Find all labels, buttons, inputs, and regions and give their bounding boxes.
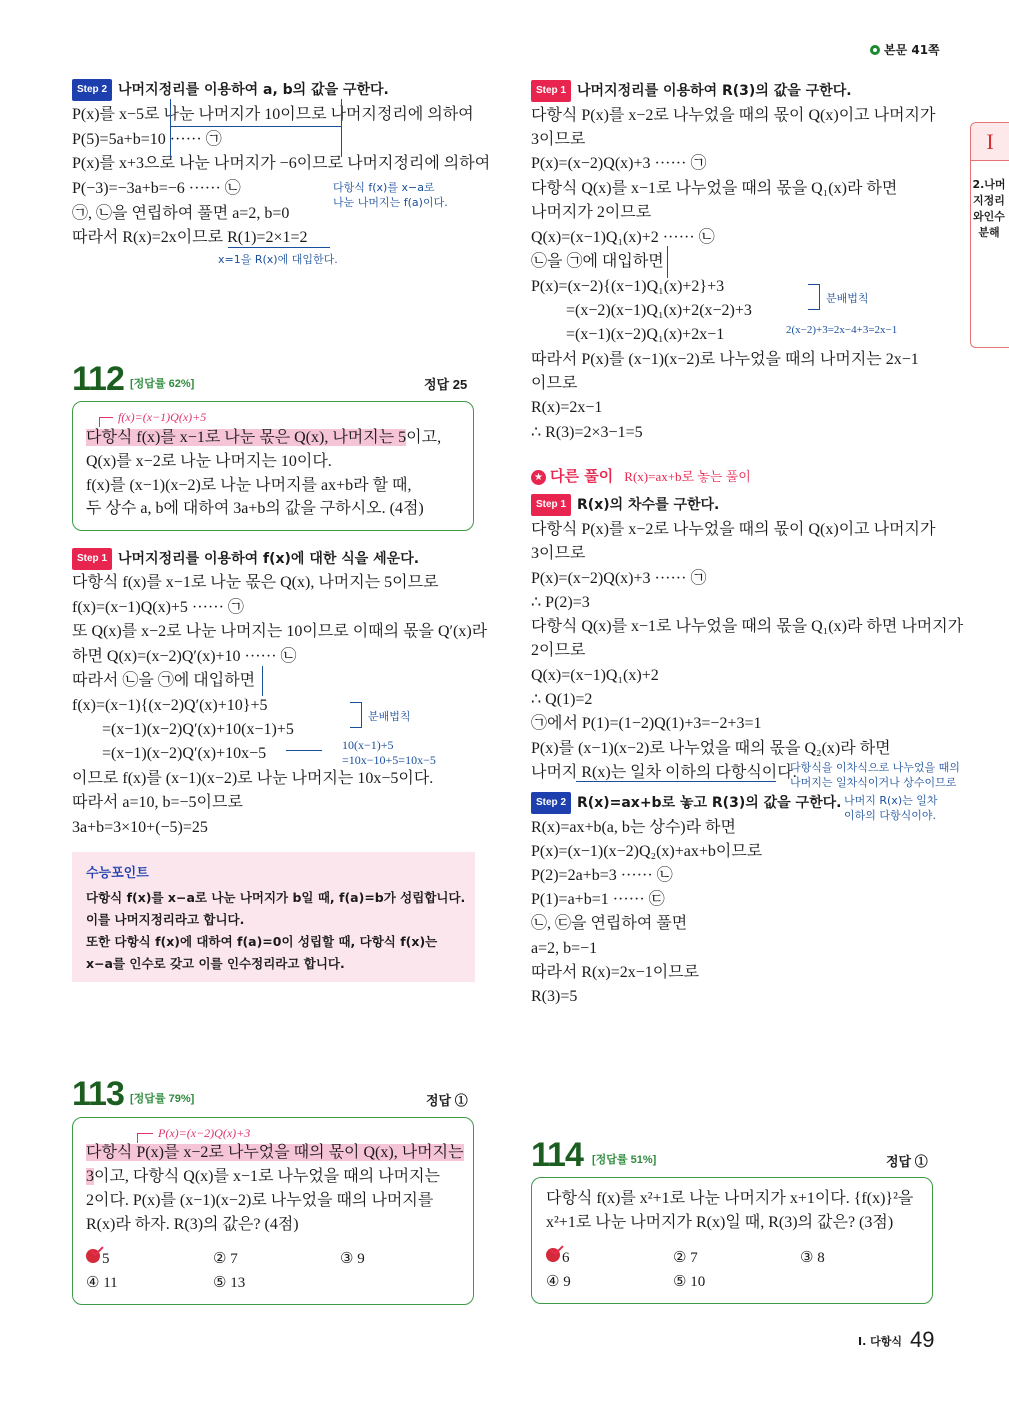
solution-line: P(2)=2a+b=3 ······ ㉡: [531, 867, 673, 884]
solution-line: 따라서 a=10, b=−5이므로: [72, 794, 243, 811]
step-title: 나머지정리를 이용하여 a, b의 값을 구한다.: [118, 82, 389, 98]
chapter-numeral: I: [971, 123, 1009, 161]
solution-line: Q(x)=(x−1)Q₁(x)+2 ······ ㉡: [531, 229, 715, 246]
tip-line: 또한 다항식 f(x)에 대하여 f(a)=0이 성립할 때, 다항식 f(x)는: [86, 934, 438, 949]
choice-5[interactable]: ⑤ 10: [673, 1274, 706, 1290]
substitute-note: x=1을 R(x)에 대입한다.: [218, 253, 338, 266]
connector-line: [170, 126, 342, 127]
degree-note: 다항식을 이차식으로 나누었을 때의 나머지는 일차식이거나 상수이므로: [790, 761, 960, 789]
question-line: 3이고, 다항식 Q(x)를 x−1로 나누었을 때의 나머지는: [86, 1168, 440, 1185]
solution-line: 나머지가 2이므로: [531, 204, 652, 221]
solution-line: =(x−1)(x−2)Q′(x)+10x−5: [102, 745, 267, 762]
solution-line: 다항식 Q(x)를 x−1로 나누었을 때의 몫을 Q₁(x)라 하면: [531, 180, 898, 197]
question-line: Q(x)를 x−2로 나눈 나머지는 10이다.: [86, 453, 332, 470]
solution-line: 다항식 Q(x)를 x−1로 나누었을 때의 몫을 Q₁(x)라 하면 나머지가: [531, 618, 964, 635]
solution-line: 2이므로: [531, 642, 586, 659]
connector-line: [262, 666, 263, 696]
page-number: 49: [910, 1327, 935, 1352]
alt-solution-heading: ★ 다른 풀이 R(x)=ax+b로 놓는 풀이: [531, 465, 751, 486]
remainder-theorem-note: 다항식 f(x)를 x−a로 나눈 나머지는 f(a)이다.: [333, 181, 448, 209]
solution-line: P(x)=(x−2)Q(x)+3 ······ ㉠: [531, 570, 707, 587]
question-line: R(x)라 하자. R(3)의 값은? (4점): [86, 1216, 299, 1233]
page-reference: 본문 41쪽: [870, 40, 940, 60]
annotation-arrow: [99, 417, 113, 427]
solution-line: R(x)=ax+b(a, b는 상수)라 하면: [531, 819, 736, 836]
question-line: 다항식 P(x)를 x−2로 나누었을 때의 몫이 Q(x), 나머지는: [86, 1144, 464, 1161]
checkmark-icon: [86, 1249, 100, 1263]
connector-line: [170, 99, 342, 157]
correct-rate: [정답률 62%]: [130, 378, 195, 390]
step-title: 나머지정리를 이용하여 R(3)의 값을 구한다.: [577, 83, 852, 99]
underline: [228, 247, 330, 248]
solution-line: 이므로: [531, 375, 578, 392]
solution-line: ㉡, ㉢을 연립하여 풀면: [531, 915, 688, 932]
question-line: x²+1로 나눈 나머지가 R(x)일 때, R(3)의 값은? (3점): [546, 1214, 894, 1231]
calc-note: 10(x−1)+5 =10x−10+5=10x−5: [342, 738, 436, 767]
section-label: 2.나머지정리와인수분해: [972, 178, 1006, 239]
step2-heading: [72, 79, 389, 101]
correct-rate: [정답률 79%]: [130, 1093, 195, 1105]
solution-line: ∴ P(2)=3: [531, 594, 590, 611]
solution-line: 다항식 f(x)를 x−1로 나눈 몫은 Q(x), 나머지는 5이므로: [72, 574, 439, 591]
star-icon: ★: [531, 470, 546, 485]
connector-line: [667, 246, 668, 278]
step-title: 나머지정리를 이용하여 f(x)에 대한 식을 세운다.: [118, 551, 420, 567]
choice-1[interactable]: 6: [546, 1248, 570, 1267]
solution-line: ㉡을 ㉠에 대입하면: [531, 253, 664, 270]
pink-annotation: f(x)=(x−1)Q(x)+5: [118, 410, 207, 424]
solution-line: Q(x)=(x−1)Q₁(x)+2: [531, 667, 659, 684]
solution-line: P(5)=5a+b=10 ······ ㉠: [72, 131, 222, 148]
green-circle-icon: [870, 45, 880, 55]
solution-line: a=2, b=−1: [531, 940, 598, 957]
step-badge: Step 1: [72, 548, 112, 570]
step-title: R(x)의 차수를 구한다.: [577, 497, 720, 513]
solution-line: P(x)=(x−2){(x−1)Q₁(x)+2}+3: [531, 278, 725, 295]
solution-line: 또 Q(x)를 x−2로 나눈 나머지는 10이므로 이때의 몫을 Q′(x)라: [72, 623, 488, 640]
problem-number: 112: [72, 360, 124, 398]
choice-5[interactable]: ⑤ 13: [213, 1275, 246, 1291]
question-line: f(x)를 (x−1)(x−2)로 나눈 나머지를 ax+b라 할 때,: [86, 477, 412, 494]
solution-line: 하면 Q(x)=(x−2)Q′(x)+10 ······ ㉡: [72, 648, 297, 665]
step2-heading: [531, 792, 841, 814]
solution-line: f(x)=(x−1){(x−2)Q′(x)+10}+5: [72, 697, 268, 714]
solution-line: ㉠에서 P(1)=(1−2)Q(1)+3=−2+3=1: [531, 715, 762, 732]
solution-line: 다항식 P(x)를 x−2로 나누었을 때의 몫이 Q(x)이고 나머지가: [531, 521, 936, 538]
choice-3[interactable]: ③ 8: [800, 1250, 825, 1266]
solution-line: f(x)=(x−1)Q(x)+5 ······ ㉠: [72, 599, 244, 616]
tip-line: x−a를 인수로 갖고 이를 인수정리라고 합니다.: [86, 956, 345, 971]
solution-line: ∴ Q(1)=2: [531, 691, 593, 708]
solution-line: 따라서 ㉡을 ㉠에 대입하면: [72, 672, 256, 689]
solution-line: ㉠, ㉡을 연립하여 풀면 a=2, b=0: [72, 205, 290, 222]
distributive-law-note: 분배법칙: [826, 292, 869, 305]
solution-line: P(x)를 x+3으로 나눈 나머지가 −6이므로 나머지정리에 의하여: [72, 155, 491, 172]
step1-heading: [72, 548, 419, 570]
question-line: 다항식 f(x)를 x−1로 나눈 몫은 Q(x), 나머지는 5이고,: [86, 429, 442, 446]
step-title: R(x)=ax+b로 놓고 R(3)의 값을 구한다.: [577, 795, 842, 811]
choice-3[interactable]: ③ 9: [340, 1251, 365, 1267]
solution-line: 3이므로: [531, 545, 586, 562]
solution-line: 따라서 P(x)를 (x−1)(x−2)로 나누었을 때의 나머지는 2x−1: [531, 351, 919, 368]
solution-line: ∴ R(3)=2×3−1=5: [531, 424, 643, 441]
correct-rate: [정답률 51%]: [592, 1154, 657, 1166]
solution-line: 나머지 R(x)는 일차 이하의 다항식이다.: [531, 764, 797, 781]
choice-4[interactable]: ④ 11: [86, 1275, 118, 1291]
question-line: 2이다. P(x)를 (x−1)(x−2)로 나누었을 때의 나머지를: [86, 1192, 434, 1209]
answer-label: 정답 25: [424, 377, 468, 392]
question-line: 두 상수 a, b에 대하여 3a+b의 값을 구하시오. (4점): [86, 500, 424, 517]
choice-2[interactable]: ② 7: [673, 1250, 698, 1266]
choice-4[interactable]: ④ 9: [546, 1274, 571, 1290]
tip-title: 수능포인트: [86, 866, 149, 881]
solution-line: 따라서 R(x)=2x이므로 R(1)=2×1=2: [72, 229, 308, 246]
connector-line: [286, 750, 322, 766]
calc-note: 2(x−2)+3=2x−4+3=2x−1: [786, 324, 898, 336]
tip-line: 이를 나머지정리라고 합니다.: [86, 912, 245, 927]
step1-heading: [531, 80, 852, 102]
underline: [576, 781, 776, 782]
solution-line: 다항식 P(x)를 x−2로 나누었을 때의 몫이 Q(x)이고 나머지가: [531, 107, 936, 124]
solution-line: =(x−1)(x−2)Q₁(x)+2x−1: [566, 326, 725, 343]
solution-line: P(−3)=−3a+b=−6 ······ ㉡: [72, 180, 241, 197]
solution-line: 따라서 R(x)=2x−1이므로: [531, 964, 700, 981]
choice-1[interactable]: 5: [86, 1249, 110, 1268]
degree-note-2: 나머지 R(x)는 일차 이하의 다항식이야.: [844, 794, 938, 822]
footer-chapter: I. 다항식: [858, 1335, 902, 1348]
solution-line: =(x−1)(x−2)Q′(x)+10(x−1)+5: [102, 721, 294, 738]
solution-line: P(1)=a+b=1 ······ ㉢: [531, 891, 665, 908]
solution-line: 이므로 f(x)를 (x−1)(x−2)로 나눈 나머지는 10x−5이다.: [72, 770, 434, 787]
problem-number: 114: [531, 1136, 583, 1174]
solution-line: P(x)를 x−5로 나눈 나머지가 10이므로 나머지정리에 의하여: [72, 106, 474, 123]
solution-line: 3a+b=3×10+(−5)=25: [72, 819, 208, 836]
question-line: 다항식 f(x)를 x²+1로 나눈 나머지가 x+1이다. {f(x)}²을: [546, 1190, 914, 1207]
annotation-arrow: [137, 1133, 153, 1143]
step-badge: Step 2: [72, 79, 112, 101]
step-badge: Step 1: [531, 494, 571, 516]
chapter-side-tab: [970, 122, 1009, 348]
step1-heading: [531, 494, 719, 516]
pink-annotation: P(x)=(x−2)Q(x)+3: [158, 1126, 251, 1140]
solution-line: R(x)=2x−1: [531, 399, 603, 416]
problem-number: 113: [72, 1075, 124, 1113]
answer-label: 정답 ①: [886, 1154, 928, 1169]
solution-line: =(x−2)(x−1)Q₁(x)+2(x−2)+3: [566, 302, 752, 319]
distributive-law-note: 분배법칙: [368, 710, 411, 723]
checkmark-icon: [546, 1248, 560, 1262]
answer-label: 정답 ①: [426, 1093, 468, 1108]
bracket: [808, 284, 820, 310]
solution-line: P(x)=(x−1)(x−2)Q₂(x)+ax+b이므로: [531, 843, 763, 860]
choice-2[interactable]: ② 7: [213, 1251, 238, 1267]
step-badge: Step 2: [531, 792, 571, 814]
solution-line: 3이므로: [531, 131, 586, 148]
step-badge: Step 1: [531, 80, 571, 102]
bracket: [350, 702, 362, 728]
tip-line: 다항식 f(x)를 x−a로 나눈 나머지가 b일 때, f(a)=b가 성립합니다.: [86, 890, 466, 905]
solution-line: P(x)를 (x−1)(x−2)로 나누었을 때의 몫을 Q₂(x)라 하면: [531, 740, 891, 757]
solution-line: R(3)=5: [531, 988, 578, 1005]
solution-line: P(x)=(x−2)Q(x)+3 ······ ㉠: [531, 155, 707, 172]
